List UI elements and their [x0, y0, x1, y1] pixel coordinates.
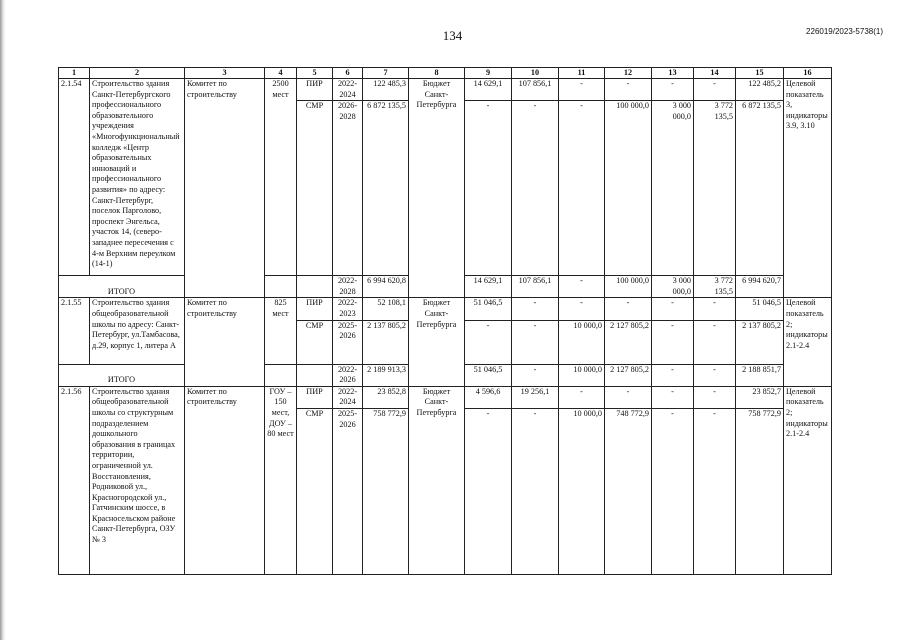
- cell-value: 19 256,1: [512, 386, 559, 408]
- stage-period: 2022-2024: [333, 79, 363, 101]
- cell-value: -: [694, 79, 736, 101]
- stage-total: 122 485,3: [363, 79, 409, 101]
- cell-value: -: [652, 386, 694, 408]
- cell-value: -: [694, 320, 736, 364]
- col-header: 13: [652, 68, 694, 79]
- object-name: Строительство здания общеобразовательной школы со структурным подразделением дошкольного образования в границах территории, ограниченной ул. Восстановления, Родниковой ул., Красногородской ул., Гатчинским шоссе, в Красносельском районе Санкт-Петербурга, ОЗУ № 3: [90, 386, 185, 574]
- col-header: 5: [297, 68, 333, 79]
- cell-value: 2 127 805,2: [605, 364, 652, 386]
- stage-total: 758 772,9: [363, 408, 409, 574]
- cell-value: 10 000,0: [559, 320, 605, 364]
- stage-period: 2026-2028: [333, 101, 363, 276]
- indicator: Целевой показатель 2; индикаторы 2.1-2.4: [784, 386, 832, 574]
- cell-value: -: [605, 298, 652, 320]
- cell-value: -: [605, 386, 652, 408]
- cell-value: -: [512, 101, 559, 276]
- stage-total: 2 137 805,2: [363, 320, 409, 364]
- cell-value: -: [512, 364, 559, 386]
- funding-source: Бюджет Санкт-Петербурга: [409, 79, 465, 298]
- indicator: Целевой показатель 2; индикаторы 2.1-2.4: [784, 298, 832, 386]
- cell-value: 3 000 000,0: [652, 101, 694, 276]
- header-row: [59, 68, 832, 79]
- cell-value: -: [652, 79, 694, 101]
- col-header: 4: [265, 68, 297, 79]
- cell-value: 6 872 135,5: [736, 101, 784, 276]
- col-header: 6: [333, 68, 363, 79]
- total-sum: 2 189 913,3: [363, 364, 409, 386]
- stage-type: СМР: [297, 101, 333, 276]
- stage-period: 2022-2024: [333, 386, 363, 408]
- cell-value: 2 188 851,7: [736, 364, 784, 386]
- stage-type: СМР: [297, 408, 333, 574]
- col-header: 8: [409, 68, 465, 79]
- stage-period: 2022-2023: [333, 298, 363, 320]
- stage-type: СМР: [297, 320, 333, 364]
- stage-type: ПИР: [297, 386, 333, 408]
- cell-value: 51 046,5: [736, 298, 784, 320]
- capacity: ГОУ – 150 мест, ДОУ – 80 мест: [265, 386, 297, 574]
- cell-value: 100 000,0: [605, 101, 652, 276]
- col-header: 12: [605, 68, 652, 79]
- total-period: 2022-2026: [333, 364, 363, 386]
- funding-source: Бюджет Санкт-Петербурга: [409, 386, 465, 574]
- cell-value: -: [465, 101, 512, 276]
- cell-value: 107 856,1: [512, 276, 559, 298]
- cell-value: 14 629,1: [465, 79, 512, 101]
- cell-value: 3 000 000,0: [652, 276, 694, 298]
- row-number: 2.1.55: [59, 298, 90, 364]
- cell-value: -: [652, 298, 694, 320]
- cell-value: 6 994 620,7: [736, 276, 784, 298]
- cell-value: 10 000,0: [559, 408, 605, 574]
- col-header: 14: [694, 68, 736, 79]
- funding-source: Бюджет Санкт-Петербурга: [409, 298, 465, 386]
- cell-value: 2 127 805,2: [605, 320, 652, 364]
- stage-period: 2025-2026: [333, 408, 363, 574]
- object-name: Строительство здания общеобразовательной школы по адресу: Санкт-Петербург, ул.Тамбасова, д.29, корпус 1, литера А: [90, 298, 185, 364]
- cell-value: 758 772,9: [736, 408, 784, 574]
- cell-value: -: [559, 79, 605, 101]
- object-name: Строительство здания Санкт-Петербургского профессионального образовательного учреждения «Многофункциональный колледж «Центр образовательных инноваций и профессионального развития» по адресу: Санкт-Петербург, поселок Парголово, проспект Энгельса, участок 14, (северо-западнее пересечения с 4-м Верхним переулком (14-1): [90, 79, 185, 276]
- cell-value: -: [512, 408, 559, 574]
- stage-total: 6 872 135,5: [363, 101, 409, 276]
- stage-total: 52 108,1: [363, 298, 409, 320]
- cell-value: 107 856,1: [512, 79, 559, 101]
- scan-edge-shadow: [0, 0, 6, 640]
- cell-value: -: [559, 386, 605, 408]
- cell-value: 23 852,7: [736, 386, 784, 408]
- col-header: 2: [90, 68, 185, 79]
- program-table: [58, 67, 832, 575]
- document-id: 226019/2023-5738(1): [806, 27, 883, 36]
- cell-value: -: [694, 364, 736, 386]
- total-label: ИТОГО: [59, 276, 185, 298]
- cell-value: 122 485,2: [736, 79, 784, 101]
- cell-value: -: [559, 101, 605, 276]
- cell-value: -: [465, 408, 512, 574]
- cell-value: -: [465, 320, 512, 364]
- col-header: 10: [512, 68, 559, 79]
- capacity: 825 мест: [265, 298, 297, 364]
- cell-value: 2 137 805,2: [736, 320, 784, 364]
- table-row: [59, 386, 832, 408]
- col-header: 16: [784, 68, 832, 79]
- cell-value: 51 046,5: [465, 298, 512, 320]
- cell-value: -: [605, 79, 652, 101]
- table-row: [59, 79, 832, 101]
- col-header: 1: [59, 68, 90, 79]
- cell-value: -: [652, 408, 694, 574]
- cell-value: 100 000,0: [605, 276, 652, 298]
- stage-total: 23 852,8: [363, 386, 409, 408]
- cell-value: -: [512, 320, 559, 364]
- col-header: 11: [559, 68, 605, 79]
- page-number: 134: [442, 28, 463, 43]
- cell-value: 3 772 135,5: [694, 101, 736, 276]
- cell-value: 4 596,6: [465, 386, 512, 408]
- indicator: Целевой показатель 3, индикаторы 3.9, 3.10: [784, 79, 832, 298]
- cell-value: 10 000,0: [559, 364, 605, 386]
- customer: Комитет по строительству: [185, 386, 265, 574]
- col-header: 3: [185, 68, 265, 79]
- cell-value: 748 772,9: [605, 408, 652, 574]
- cell-value: -: [694, 386, 736, 408]
- cell-value: 14 629,1: [465, 276, 512, 298]
- row-number: 2.1.56: [59, 386, 90, 574]
- col-header: 15: [736, 68, 784, 79]
- total-sum: 6 994 620,8: [363, 276, 409, 298]
- row-number: 2.1.54: [59, 79, 90, 276]
- cell-value: -: [694, 408, 736, 574]
- cell-value: 3 772 135,5: [694, 276, 736, 298]
- total-label: ИТОГО: [59, 364, 185, 386]
- total-period: 2022-2028: [333, 276, 363, 298]
- customer: Комитет по строительству: [185, 298, 265, 386]
- customer: Комитет по строительству: [185, 79, 265, 298]
- capacity: 2500 мест: [265, 79, 297, 276]
- table-row: [59, 298, 832, 320]
- stage-period: 2025-2026: [333, 320, 363, 364]
- cell-value: -: [652, 320, 694, 364]
- cell-value: -: [652, 364, 694, 386]
- stage-type: ПИР: [297, 298, 333, 320]
- col-header: 7: [363, 68, 409, 79]
- cell-value: -: [559, 276, 605, 298]
- stage-type: ПИР: [297, 79, 333, 101]
- cell-value: -: [512, 298, 559, 320]
- cell-value: -: [559, 298, 605, 320]
- col-header: 9: [465, 68, 512, 79]
- cell-value: -: [694, 298, 736, 320]
- cell-value: 51 046,5: [465, 364, 512, 386]
